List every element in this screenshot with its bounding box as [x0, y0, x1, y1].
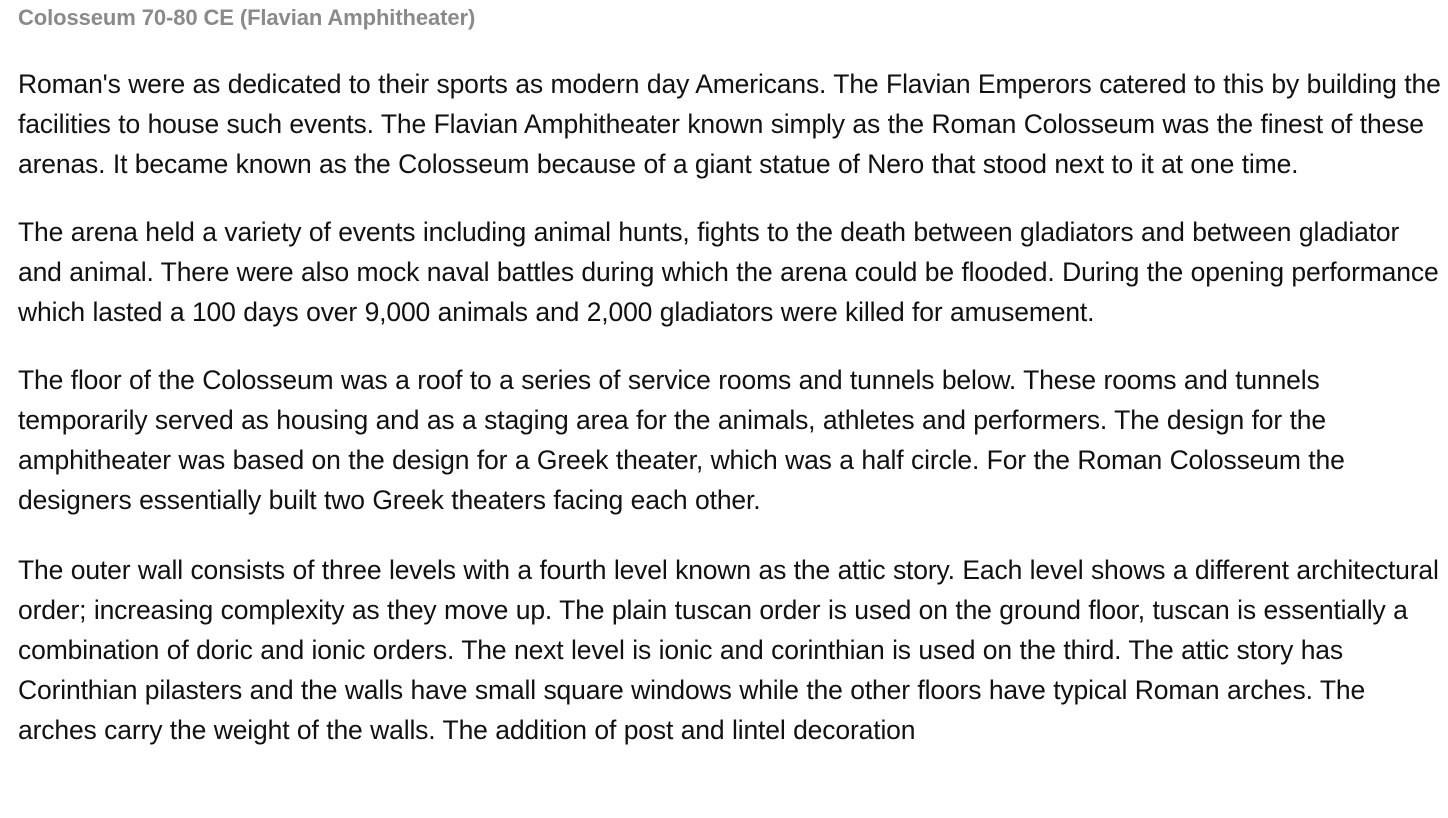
paragraph-events: The arena held a variety of events including animal hunts, fights to the death between gladiators and between gladiator and animal. There were also mock naval battles during which the arena could be flooded. During the opening performance which lasted a 100 days over 9,000 animals and 2,000 gladiators were killed for amusement. [18, 217, 1439, 327]
article [18, 0, 1442, 750]
paragraph-sports: Roman's were as dedicated to their sports as modern day Americans. The Flavian Emperors catered to this by building the facilities to house such events. The Flavian Amphitheater known simply as the Roman Colosseum was the finest of these arenas. It became known as the Colosseum because of a giant statue of Nero that stood next to it at one time. [18, 69, 1441, 179]
paragraph-outer-wall: The outer wall consists of three levels with a fourth level known as the attic story. Each level shows a different architectural order; increasing complexity as they move up. The plain tuscan order is used on the ground floor, tuscan is essentially a combination of doric and ionic orders. The next level is ionic and corinthian is used on the third. The attic story has Corinthian pilasters and the walls have small square windows while the other floors have typical Roman arches. The arches carry the weight of the walls. The addition of post and lintel decoration [18, 555, 1439, 745]
page-title: Colosseum 70-80 CE (Flavian Amphitheater) [18, 5, 476, 30]
paragraph-floor: The floor of the Colosseum was a roof to a series of service rooms and tunnels below. These rooms and tunnels temporarily served as housing and as a staging area for the animals, athletes and performers. The design for the amphitheater was based on the design for a Greek theater, which was a half circle. For the Roman Colosseum the designers essentially built two Greek theaters facing each other. [18, 365, 1345, 515]
